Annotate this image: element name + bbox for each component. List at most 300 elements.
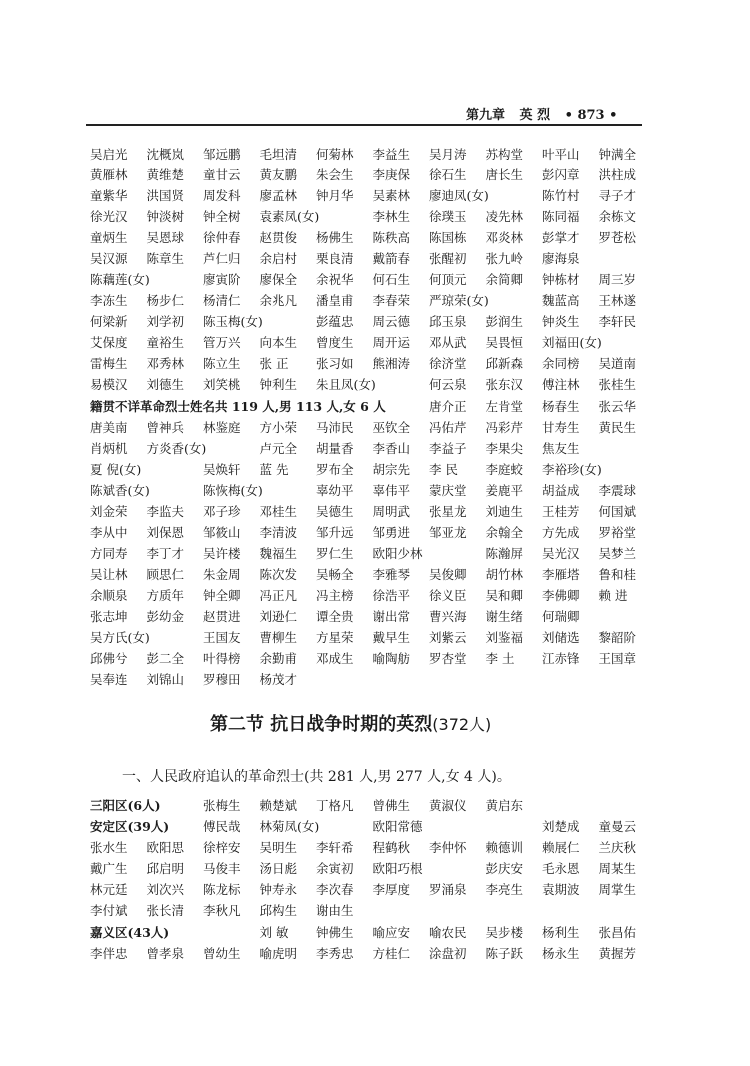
martyr-name: 刘逊仁: [259, 609, 298, 624]
martyr-name: 方先成: [542, 525, 580, 540]
martyr-name: 李付斌: [90, 903, 128, 918]
martyr-name: 廖寅阶: [203, 272, 241, 287]
martyr-name: 廖保全: [259, 272, 298, 287]
martyr-name: 吴梦兰: [598, 546, 637, 561]
martyr-name: 黄雁林: [90, 167, 128, 182]
martyr-name: 陈竹村: [542, 188, 580, 203]
martyr-name: 陈章生: [146, 251, 185, 266]
martyr-name: 杨步仁: [146, 293, 185, 308]
martyr-name: 肖炳机: [90, 441, 128, 456]
group-heading: 嘉义区(43人): [90, 925, 170, 940]
martyr-name: 严琼荣(女): [429, 293, 489, 308]
martyr-name: 徐浩平: [372, 588, 411, 603]
martyr-name: 张云华: [598, 399, 637, 414]
martyr-name: 熊湘涛: [372, 356, 411, 371]
martyr-name: 张九岭: [485, 251, 524, 266]
martyr-name: 周发科: [203, 188, 241, 203]
martyr-name: 张 正: [259, 356, 289, 371]
martyr-name: 钟全卿: [203, 588, 241, 603]
martyr-name: 吴汉源: [90, 251, 128, 266]
martyr-name: 王桂芳: [542, 504, 580, 519]
martyr-name: 吴焕轩: [203, 462, 241, 477]
martyr-name: 李丁才: [146, 546, 185, 561]
martyr-name: 曾孝泉: [146, 946, 185, 961]
martyr-name: 周三岁: [598, 272, 637, 287]
martyr-name: 刘次兴: [146, 882, 185, 897]
page-number: • 873 •: [564, 108, 618, 123]
martyr-name: 胡竹林: [485, 567, 524, 582]
martyr-name: 冯正凡: [259, 588, 298, 603]
martyr-name: 罗布全: [316, 462, 354, 477]
martyr-name: 李益生: [372, 147, 411, 162]
martyr-name: 易模汉: [90, 377, 128, 392]
martyr-name: 邱新森: [485, 356, 524, 371]
martyr-name: 朱会生: [316, 167, 354, 182]
martyr-name: 谢由生: [316, 903, 354, 918]
martyr-name: 戴箭春: [372, 251, 411, 266]
martyr-name: 李冻生: [90, 293, 128, 308]
martyr-name: 邓秀林: [146, 356, 185, 371]
martyr-name: 邓从武: [429, 335, 467, 350]
martyr-name: 李雅琴: [372, 567, 411, 582]
martyr-name: 陈子跃: [485, 946, 524, 961]
martyr-name: 黄启东: [485, 798, 524, 813]
martyr-name: 陈立生: [203, 356, 241, 371]
header-rule: [86, 124, 642, 126]
martyr-name: 吴启光: [90, 147, 128, 162]
martyr-name: 王林遂: [598, 293, 637, 308]
martyr-name: 曾幼生: [203, 946, 241, 961]
martyr-name: 余兆凡: [259, 293, 298, 308]
martyr-name: 李轩民: [598, 314, 637, 329]
martyr-name: 余祝华: [316, 272, 354, 287]
martyr-name: 李秋凡: [203, 903, 241, 918]
martyr-name: 叶得榜: [203, 651, 241, 666]
martyr-name: 赖 进: [598, 588, 628, 603]
martyr-name: 钟寿永: [259, 882, 298, 897]
martyr-name: 刘鉴福: [485, 630, 524, 645]
martyr-name: 方星荣: [316, 630, 354, 645]
martyr-name: 喻农民: [429, 925, 467, 940]
martyr-name: 黄维楚: [146, 167, 185, 182]
martyr-name: 谢生绪: [485, 609, 524, 624]
martyr-name: 李 土: [485, 651, 515, 666]
martyr-name: 张长清: [146, 903, 185, 918]
martyr-name: 吴畅全: [316, 567, 354, 582]
martyr-name: 李清波: [259, 525, 298, 540]
martyr-name: 喻应安: [372, 925, 411, 940]
martyr-name: 邱启明: [146, 861, 185, 876]
martyr-name: 焦友生: [542, 441, 580, 456]
martyr-name: 方桂仁: [372, 946, 411, 961]
martyr-name: 陈玉梅(女): [203, 314, 263, 329]
martyr-name: 黄民生: [598, 420, 637, 435]
martyr-name: 喻陶舫: [372, 651, 411, 666]
martyr-name: 何顶元: [429, 272, 467, 287]
martyr-name: 李果尖: [485, 441, 524, 456]
martyr-name: 吴奉连: [90, 672, 128, 687]
martyr-name: 傅注林: [542, 377, 580, 392]
martyr-name: 余栋文: [598, 209, 637, 224]
martyr-name: 周掌生: [598, 882, 637, 897]
martyr-name: 王国章: [598, 651, 637, 666]
martyr-name: 黄握芳: [598, 946, 637, 961]
martyr-name: 李轩希: [316, 840, 354, 855]
martyr-name: 方小荣: [259, 420, 298, 435]
martyr-name: 刘金荣: [90, 504, 128, 519]
martyr-name: 彭闪章: [542, 167, 580, 182]
martyr-name: 谭全贵: [316, 609, 354, 624]
martyr-name: 谢出常: [372, 609, 411, 624]
martyr-name: 刘笑桃: [203, 377, 241, 392]
martyr-name: 张志坤: [90, 609, 128, 624]
martyr-name: 李庭蛟: [485, 462, 524, 477]
martyr-name: 欧阳巧根: [372, 861, 423, 876]
martyr-name: 何菊林: [316, 147, 354, 162]
martyr-name: 喻虎明: [259, 946, 298, 961]
martyr-name: 余启村: [259, 251, 298, 266]
martyr-name: 陈次发: [259, 567, 298, 582]
martyr-name: 邓桂生: [259, 504, 298, 519]
martyr-name: 刘迪生: [485, 504, 524, 519]
martyr-name: 彭二全: [146, 651, 185, 666]
martyr-name: 艾保度: [90, 335, 128, 350]
martyr-name: 赵贯俊: [259, 230, 298, 245]
martyr-name: 钟满全: [598, 147, 637, 162]
martyr-name: 余翰全: [485, 525, 524, 540]
martyr-name: 徐璞玉: [429, 209, 467, 224]
martyr-name: 钟全树: [203, 209, 241, 224]
martyr-name: 毛永恩: [542, 861, 580, 876]
martyr-name: 唐介正: [429, 399, 467, 414]
subsection-title: 一、人民政府追认的革命烈士(共 281 人,男 277 人,女 4 人)。: [122, 769, 511, 785]
martyr-name: 张星龙: [429, 504, 467, 519]
martyr-name: 钟栋材: [542, 272, 580, 287]
martyr-name: 徐梓安: [203, 840, 241, 855]
martyr-name: 杨茂才: [259, 672, 298, 687]
martyr-name: 马沛民: [316, 420, 354, 435]
martyr-name: 朱金周: [203, 567, 241, 582]
martyr-name: 曹兴海: [429, 609, 467, 624]
martyr-name: 欧阳思: [146, 840, 185, 855]
martyr-name: 邹升远: [316, 525, 354, 540]
martyr-name: 罗裕堂: [598, 525, 637, 540]
martyr-name: 毛坦清: [259, 147, 298, 162]
martyr-name: 彭庆安: [485, 861, 524, 876]
martyr-name: 罗涌泉: [429, 882, 467, 897]
martyr-name: 何石生: [372, 272, 411, 287]
martyr-name: 李仲怀: [429, 840, 467, 855]
martyr-name: 吴道南: [598, 356, 637, 371]
martyr-name: 欧阳少林: [372, 546, 423, 561]
martyr-name: 魏福生: [259, 546, 298, 561]
martyr-name: 李震球: [598, 483, 637, 498]
martyr-name: 徐光汉: [90, 209, 128, 224]
martyr-name: 辜伟平: [372, 483, 411, 498]
martyr-name: 戴广生: [90, 861, 128, 876]
martyr-name: 邹远鹏: [203, 147, 241, 162]
martyr-name: 冯彩芹: [485, 420, 524, 435]
martyr-name: 刘福田(女): [542, 335, 602, 350]
martyr-name: 余简卿: [485, 272, 524, 287]
martyr-name: 沈概岚: [146, 147, 185, 162]
martyr-name: 李次春: [316, 882, 354, 897]
martyr-name: 唐美南: [90, 420, 128, 435]
martyr-name: 吴月涛: [429, 147, 467, 162]
martyr-name: 巫钦全: [372, 420, 411, 435]
martyr-name: 余勤甫: [259, 651, 298, 666]
martyr-name: 吴畏恒: [485, 335, 524, 350]
martyr-name: 钟炎生: [542, 314, 580, 329]
martyr-name: 张昌佑: [598, 925, 637, 940]
martyr-name: 涂盘初: [429, 946, 467, 961]
martyr-name: 洪柱成: [598, 167, 637, 182]
martyr-name: 何梁新: [90, 314, 128, 329]
chapter-label: 第九章: [466, 108, 506, 123]
martyr-name: 李秀忠: [316, 946, 354, 961]
martyr-name: 刘锦山: [146, 672, 185, 687]
martyr-name: 李林生: [372, 209, 411, 224]
martyr-name: 方质年: [146, 588, 185, 603]
martyr-name: 张水生: [90, 840, 128, 855]
martyr-name: 朱且凤(女): [316, 377, 376, 392]
martyr-name: 方同寿: [90, 546, 128, 561]
martyr-name: 陈藕莲(女): [90, 272, 150, 287]
martyr-name: 廖海泉: [542, 251, 580, 266]
martyr-name: 童曼云: [598, 819, 637, 834]
martyr-name: 李伴忠: [90, 946, 128, 961]
martyr-name: 袁期波: [542, 882, 580, 897]
martyr-name: 张醒初: [429, 251, 467, 266]
martyr-name: 罗杏堂: [429, 651, 467, 666]
martyr-name: 黄友鹏: [259, 167, 298, 182]
martyr-name: 兰庆秋: [598, 840, 637, 855]
martyr-name: 黎韶阶: [598, 630, 637, 645]
martyr-name: 栗良清: [316, 251, 354, 266]
martyr-name: 李裕珍(女): [542, 462, 602, 477]
martyr-name: 彭掌才: [542, 230, 580, 245]
martyr-name: 邓子珍: [203, 504, 241, 519]
martyr-name: 曾佛生: [372, 798, 411, 813]
martyr-name: 李厚度: [372, 882, 411, 897]
martyr-name: 杨清仁: [203, 293, 241, 308]
martyr-name: 陈恢梅(女): [203, 483, 263, 498]
martyr-name: 张桂生: [598, 377, 637, 392]
martyr-name: 杨永生: [542, 946, 580, 961]
martyr-name: 邓成生: [316, 651, 354, 666]
martyr-name: 陈龙标: [203, 882, 241, 897]
martyr-name: 杨佛生: [316, 230, 354, 245]
martyr-name: 马俊丰: [203, 861, 241, 876]
martyr-name: 胡量香: [316, 441, 354, 456]
martyr-name: 芦仁归: [203, 251, 241, 266]
martyr-name: 向本生: [259, 335, 298, 350]
martyr-name: 何云泉: [429, 377, 467, 392]
martyr-name: 周云德: [372, 314, 411, 329]
martyr-name: 凌先林: [485, 209, 524, 224]
martyr-name: 苏构堂: [485, 147, 524, 162]
martyr-name: 赖德训: [485, 840, 524, 855]
martyr-name: 吴和卿: [485, 588, 524, 603]
martyr-name: 邱佛兮: [90, 651, 128, 666]
martyr-name: 童甘云: [203, 167, 241, 182]
martyr-name: 彭润生: [485, 314, 524, 329]
martyr-name: 彭蕴忠: [316, 314, 354, 329]
martyr-name: 王国友: [203, 630, 241, 645]
running-header: [466, 104, 627, 123]
martyr-name: 吴德生: [316, 504, 354, 519]
martyr-name: 刘德生: [146, 377, 185, 392]
martyr-name: 夏 倪(女): [90, 462, 142, 477]
section-title: [210, 710, 491, 736]
martyr-name: 管万兴: [203, 335, 241, 350]
martyr-name: 雷梅生: [90, 356, 128, 371]
martyr-name: 魏蓝高: [542, 293, 580, 308]
martyr-name: 邱构生: [259, 903, 298, 918]
martyr-name: 廖孟林: [259, 188, 298, 203]
martyr-name: 徐仲春: [203, 230, 241, 245]
martyr-name: 徐济堂: [429, 356, 467, 371]
martyr-name: 程鹤秋: [372, 840, 411, 855]
martyr-name: 罗穆田: [203, 672, 241, 687]
martyr-name: 吴明生: [259, 840, 298, 855]
martyr-name: 李庚保: [372, 167, 411, 182]
martyr-name: 李亮生: [485, 882, 524, 897]
martyr-name: 方炎香(女): [146, 441, 207, 456]
martyr-name: 胡益成: [542, 483, 580, 498]
martyr-name: 刘 敏: [259, 925, 289, 940]
martyr-name: 周开运: [372, 335, 411, 350]
martyr-name: 蒙庆堂: [429, 483, 467, 498]
martyr-name: 唐长生: [485, 167, 524, 182]
martyr-name: 叶平山: [542, 147, 580, 162]
martyr-name: 吴俊卿: [429, 567, 467, 582]
martyr-name: 欧阳常德: [372, 819, 423, 834]
martyr-name: 冯主榜: [316, 588, 354, 603]
martyr-name: 张东汉: [485, 377, 524, 392]
martyr-name: 胡宗先: [372, 462, 411, 477]
martyr-name: 何瑞卿: [542, 609, 580, 624]
martyr-name: 罗仁生: [316, 546, 354, 561]
martyr-name: 刘保恩: [146, 525, 185, 540]
martyr-name: 廖迪凤(女): [429, 188, 489, 203]
martyr-name: 鲁和桂: [598, 567, 637, 582]
martyr-name: 何国斌: [598, 504, 637, 519]
martyr-name: 余同榜: [542, 356, 580, 371]
martyr-name: 钟佛生: [316, 925, 354, 940]
martyr-name: 刘紫云: [429, 630, 467, 645]
martyr-name: 蓝 先: [259, 462, 289, 477]
martyr-name: 左肯堂: [485, 399, 524, 414]
martyr-name: 张梅生: [203, 798, 241, 813]
section-heading: 第二节 抗日战争时期的英烈: [210, 714, 433, 735]
martyr-name: 曾度生: [316, 335, 354, 350]
martyr-name: 邱玉泉: [429, 314, 467, 329]
martyr-name: 童裕生: [146, 335, 185, 350]
martyr-name: 汤日彪: [259, 861, 298, 876]
martyr-name: 洪国贤: [146, 188, 185, 203]
martyr-name: 吴让林: [90, 567, 128, 582]
martyr-name: 陈同福: [542, 209, 580, 224]
martyr-name: 吴恩球: [146, 230, 185, 245]
martyr-name: 江赤锋: [542, 651, 580, 666]
martyr-name: 李春荣: [372, 293, 411, 308]
martyr-name: 童紫华: [90, 188, 128, 203]
martyr-name: 李雁塔: [542, 567, 580, 582]
martyr-name: 周某生: [598, 861, 637, 876]
martyr-name: 余寅初: [316, 861, 354, 876]
martyr-name: 李监夫: [146, 504, 185, 519]
martyr-name: 邹筱山: [203, 525, 241, 540]
martyr-name: 陈秩高: [372, 230, 411, 245]
martyr-name: 傅民哉: [203, 819, 241, 834]
martyr-name: 周明武: [372, 504, 411, 519]
martyr-name: 卢元全: [259, 441, 298, 456]
martyr-name: 徐石生: [429, 167, 467, 182]
martyr-name: 杨利生: [542, 925, 580, 940]
martyr-name: 林鉴庭: [203, 420, 241, 435]
martyr-name: 李益子: [429, 441, 467, 456]
martyr-name: 曹柳生: [259, 630, 298, 645]
martyr-name: 林菊凤(女): [259, 819, 320, 834]
martyr-name: 曾神兵: [146, 420, 185, 435]
martyr-name: 吴许楼: [203, 546, 241, 561]
martyr-name: 吴素林: [372, 188, 411, 203]
martyr-name: 李 民: [429, 462, 458, 477]
martyr-name: 姜鹿平: [485, 483, 524, 498]
martyr-name: 刘学初: [146, 314, 185, 329]
martyr-name: 陈国栋: [429, 230, 467, 245]
martyr-name: 钟淡树: [146, 209, 185, 224]
martyr-name: 李佛卿: [542, 588, 580, 603]
martyr-name: 邓炎林: [485, 230, 524, 245]
martyr-name: 黄淑仪: [429, 798, 467, 813]
martyr-name: 吴步楼: [485, 925, 524, 940]
martyr-name: 彭幼金: [146, 609, 185, 624]
martyr-name: 赖展仁: [542, 840, 580, 855]
group-heading: 安定区(39人): [90, 819, 170, 834]
martyr-name: 李香山: [372, 441, 411, 456]
group-heading: 三阳区(6人): [90, 798, 161, 813]
martyr-name: 冯佑芹: [429, 420, 467, 435]
martyr-name: 辜幼平: [316, 483, 354, 498]
martyr-name: 吴方氏(女): [90, 630, 150, 645]
section-count: (372人): [432, 715, 492, 734]
martyr-name: 赵贯进: [203, 609, 241, 624]
martyr-name: 吴光汉: [542, 546, 580, 561]
martyr-name: 钟月华: [316, 188, 354, 203]
martyr-name: 林元廷: [90, 882, 128, 897]
martyr-name: 丁格凡: [316, 798, 354, 813]
martyr-name: 寻子才: [598, 188, 637, 203]
martyr-name: 李从中: [90, 525, 128, 540]
martyr-name: 刘楚成: [542, 819, 580, 834]
martyr-name: 罗苍松: [598, 230, 637, 245]
martyr-name: 顾思仁: [146, 567, 185, 582]
martyr-name: 戴早生: [372, 630, 411, 645]
martyr-name: 袁素凤(女): [259, 209, 320, 224]
martyr-name: 邹亚龙: [429, 525, 467, 540]
martyr-name: 陈斌香(女): [90, 483, 150, 498]
martyr-name: 余顺泉: [90, 588, 128, 603]
martyr-name: 陈瀚屏: [485, 546, 524, 561]
martyr-name: 徐义臣: [429, 588, 467, 603]
martyr-name: 张习如: [316, 356, 354, 371]
martyr-name: 钟利生: [259, 377, 298, 392]
group-heading: 籍贯不详革命烈士姓名共 119 人,男 113 人,女 6 人: [90, 399, 386, 414]
martyr-name: 邹勇进: [372, 525, 411, 540]
martyr-name: 赖楚斌: [259, 798, 298, 813]
